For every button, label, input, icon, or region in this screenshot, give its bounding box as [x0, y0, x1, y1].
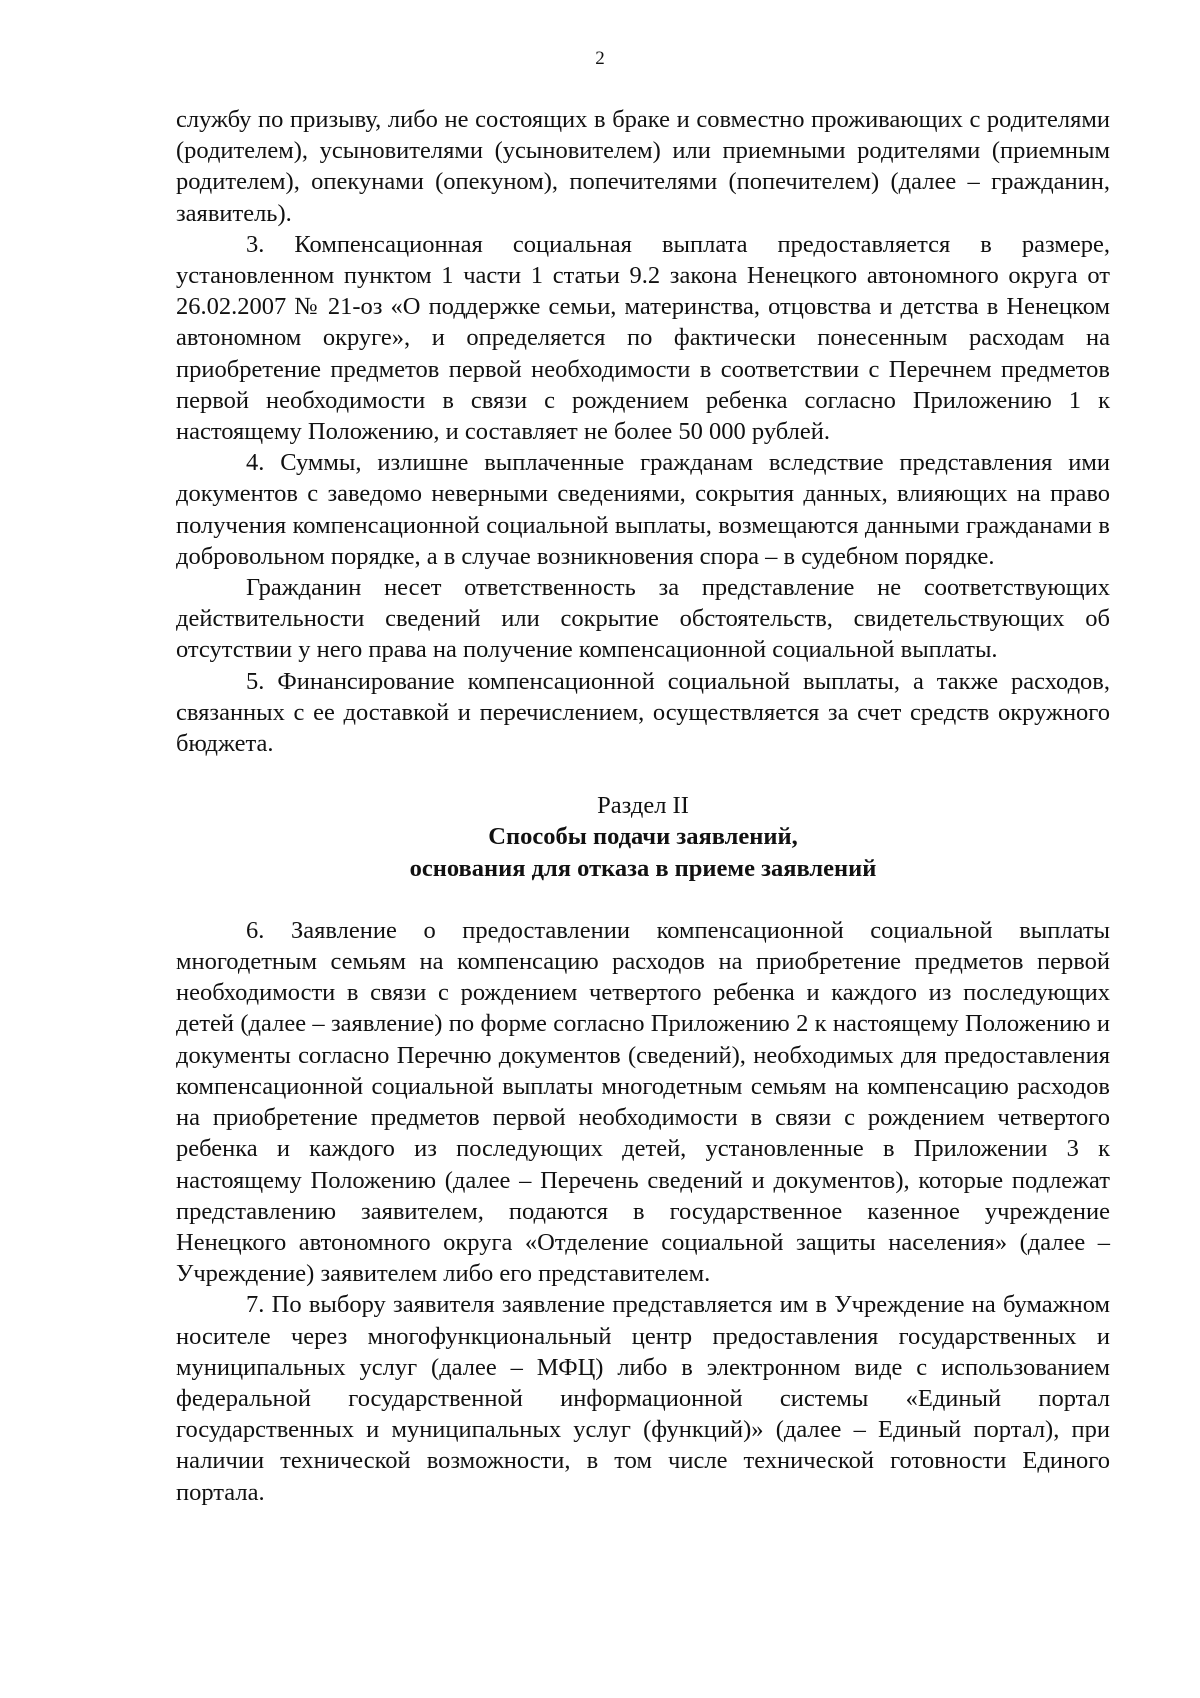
section-number: Раздел II [597, 792, 689, 820]
paragraph-continuation: службу по призыву, либо не состоящих в браке и совместно проживающих с родителями (родителем), усыновителями (усыновителем) или приемными родителями (приемным родителем), опекунами (опекуном), попечителями (попечителем) (далее – гражданин, заявитель). [176, 106, 1110, 227]
paragraph-5: 5. Финансирование компенсационной социальной выплаты, а также расходов, связанных с ее доставкой и перечислением, осуществляется за счет средств окружного бюджета. [176, 667, 1110, 758]
section-title-line-2: основания для отказа в приеме заявлений [409, 854, 877, 882]
paragraph-3: 3. Компенсационная социальная выплата предоставляется в размере, установленном пунктом 1 части 1 статьи 9.2 закона Ненецкого автономного округа от 26.02.2007 № 21-оз «О поддержке семьи, материнства, отцовства и детства в Ненецком автономном округе», и определяется по фактически понесенным расходам на приобретение предметов первой необходимости в соответствии с Перечнем предметов первой необходимости в связи с рождением ребенка согласно Приложению 1 к настоящему Положению, и составляет не более 50 000 рублей. [176, 230, 1110, 446]
paragraph-4-responsibility: Гражданин несет ответственность за представление не соответствующих действительности сведений или сокрытие обстоятельств, свидетельствующих об отсутствии у него права на получение компенсационной социальной выплаты. [176, 574, 1110, 664]
paragraph-6: 6. Заявление о предоставлении компенсационной социальной выплаты многодетным семьям на компенсацию расходов на приобретение предметов первой необходимости в связи с рождением четвертого ребенка и каждого из последующих детей (далее – заявление) по форме согласно Приложению 2 к настоящему Положению и документы согласно Перечню документов (сведений), необходимых для предоставления компенсационной социальной выплаты многодетным семьям на компенсацию расходов на приобретение предметов первой необходимости в связи с рождением четвертого ребенка и каждого из последующих детей, установленные в Приложении 3 к настоящему Положению (далее – Перечень сведений и документов), которые подлежат представлению заявителем, подаются в государственное казенное учреждение Ненецкого автономного округа «Отделение социальной защиты населения» (далее – Учреждение) заявителем либо его представителем. [176, 916, 1110, 1288]
paragraph-7: 7. По выбору заявителя заявление представляется им в Учреждение на бумажном носителе через многофункциональный центр предоставления государственных и муниципальных услуг (далее – МФЦ) либо в электронном виде с использованием федеральной государственной информационной системы «Единый портал государственных и муниципальных услуг (функций)» (далее – Единый портал), при наличии технической возможности, в том числе технической готовности Единого портала. [176, 1291, 1110, 1506]
paragraph-4: 4. Суммы, излишне выплаченные гражданам вследствие представления ими документов с заведомо неверными сведениями, сокрытия данных, влияющих на право получения компенсационной социальной выплаты, возмещаются данными гражданами в добровольном порядке, а в случае возникновения спора – в судебном порядке. [176, 449, 1110, 570]
section-heading [176, 790, 1110, 884]
document-body [176, 104, 1110, 1508]
page-number: 2 [595, 48, 605, 69]
section-title-line-1: Способы подачи заявлений, [488, 823, 798, 851]
